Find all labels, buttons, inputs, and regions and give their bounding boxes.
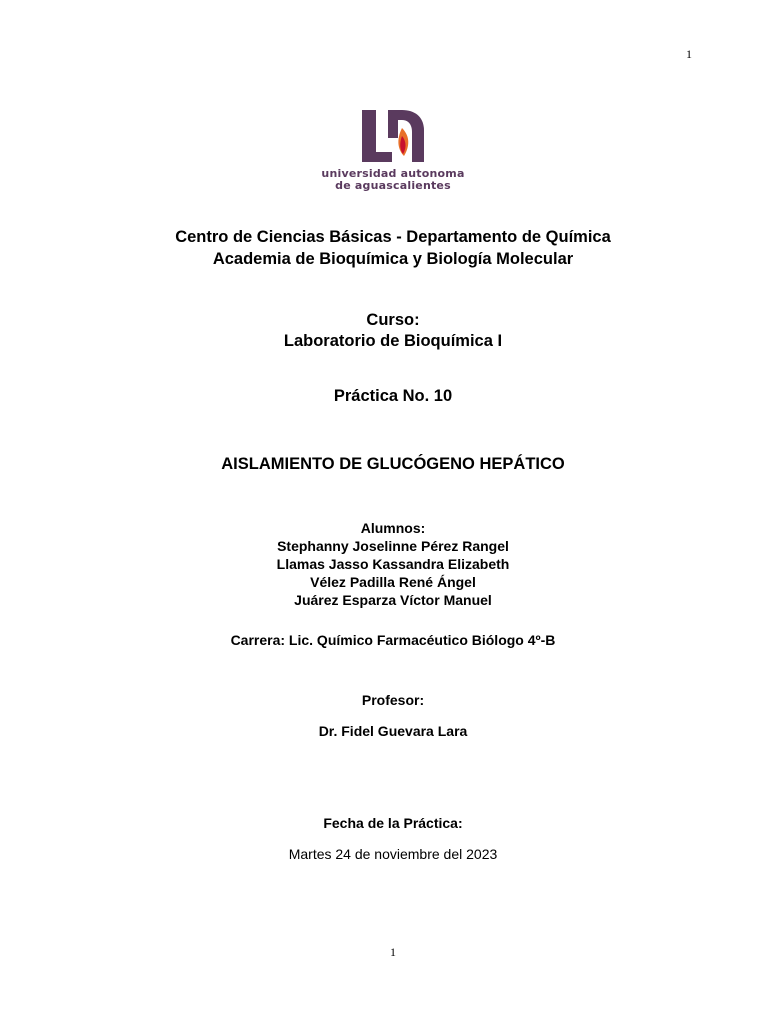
page-number-top: 1 xyxy=(686,47,692,61)
students-label: Alumnos: xyxy=(360,520,426,536)
page-number-bottom: 1 xyxy=(390,945,396,959)
date-label: Fecha de la Práctica: xyxy=(323,815,463,831)
university-logo xyxy=(0,108,768,192)
professor-name: Dr. Fidel Guevara Lara xyxy=(318,723,468,739)
document-title: AISLAMIENTO DE GLUCÓGENO HEPÁTICO xyxy=(221,455,565,473)
header-line-1: Centro de Ciencias Básicas - Departamento de Química xyxy=(175,228,611,246)
header-line-2: Academia de Bioquímica y Biología Molecular xyxy=(212,250,574,268)
practice-number: Práctica No. 10 xyxy=(333,387,453,405)
course-label: Curso: xyxy=(366,311,420,329)
logo-text-line-1: universidad autonoma xyxy=(321,167,465,180)
student-name: Stephanny Joselinne Pérez Rangel xyxy=(277,538,509,554)
student-name: Vélez Padilla René Ángel xyxy=(310,574,476,590)
student-name: Juárez Esparza Víctor Manuel xyxy=(294,592,492,608)
student-name: Llamas Jasso Kassandra Elizabeth xyxy=(276,556,510,572)
date-value: Martes 24 de noviembre del 2023 xyxy=(288,846,498,862)
university-emblem-icon xyxy=(358,108,428,164)
course-name: Laboratorio de Bioquímica I xyxy=(283,332,503,350)
logo-text-line-2: de aguascalientes xyxy=(335,179,451,192)
professor-label: Profesor: xyxy=(361,692,425,708)
career: Carrera: Lic. Químico Farmacéutico Biólogo 4º-B xyxy=(230,632,556,648)
